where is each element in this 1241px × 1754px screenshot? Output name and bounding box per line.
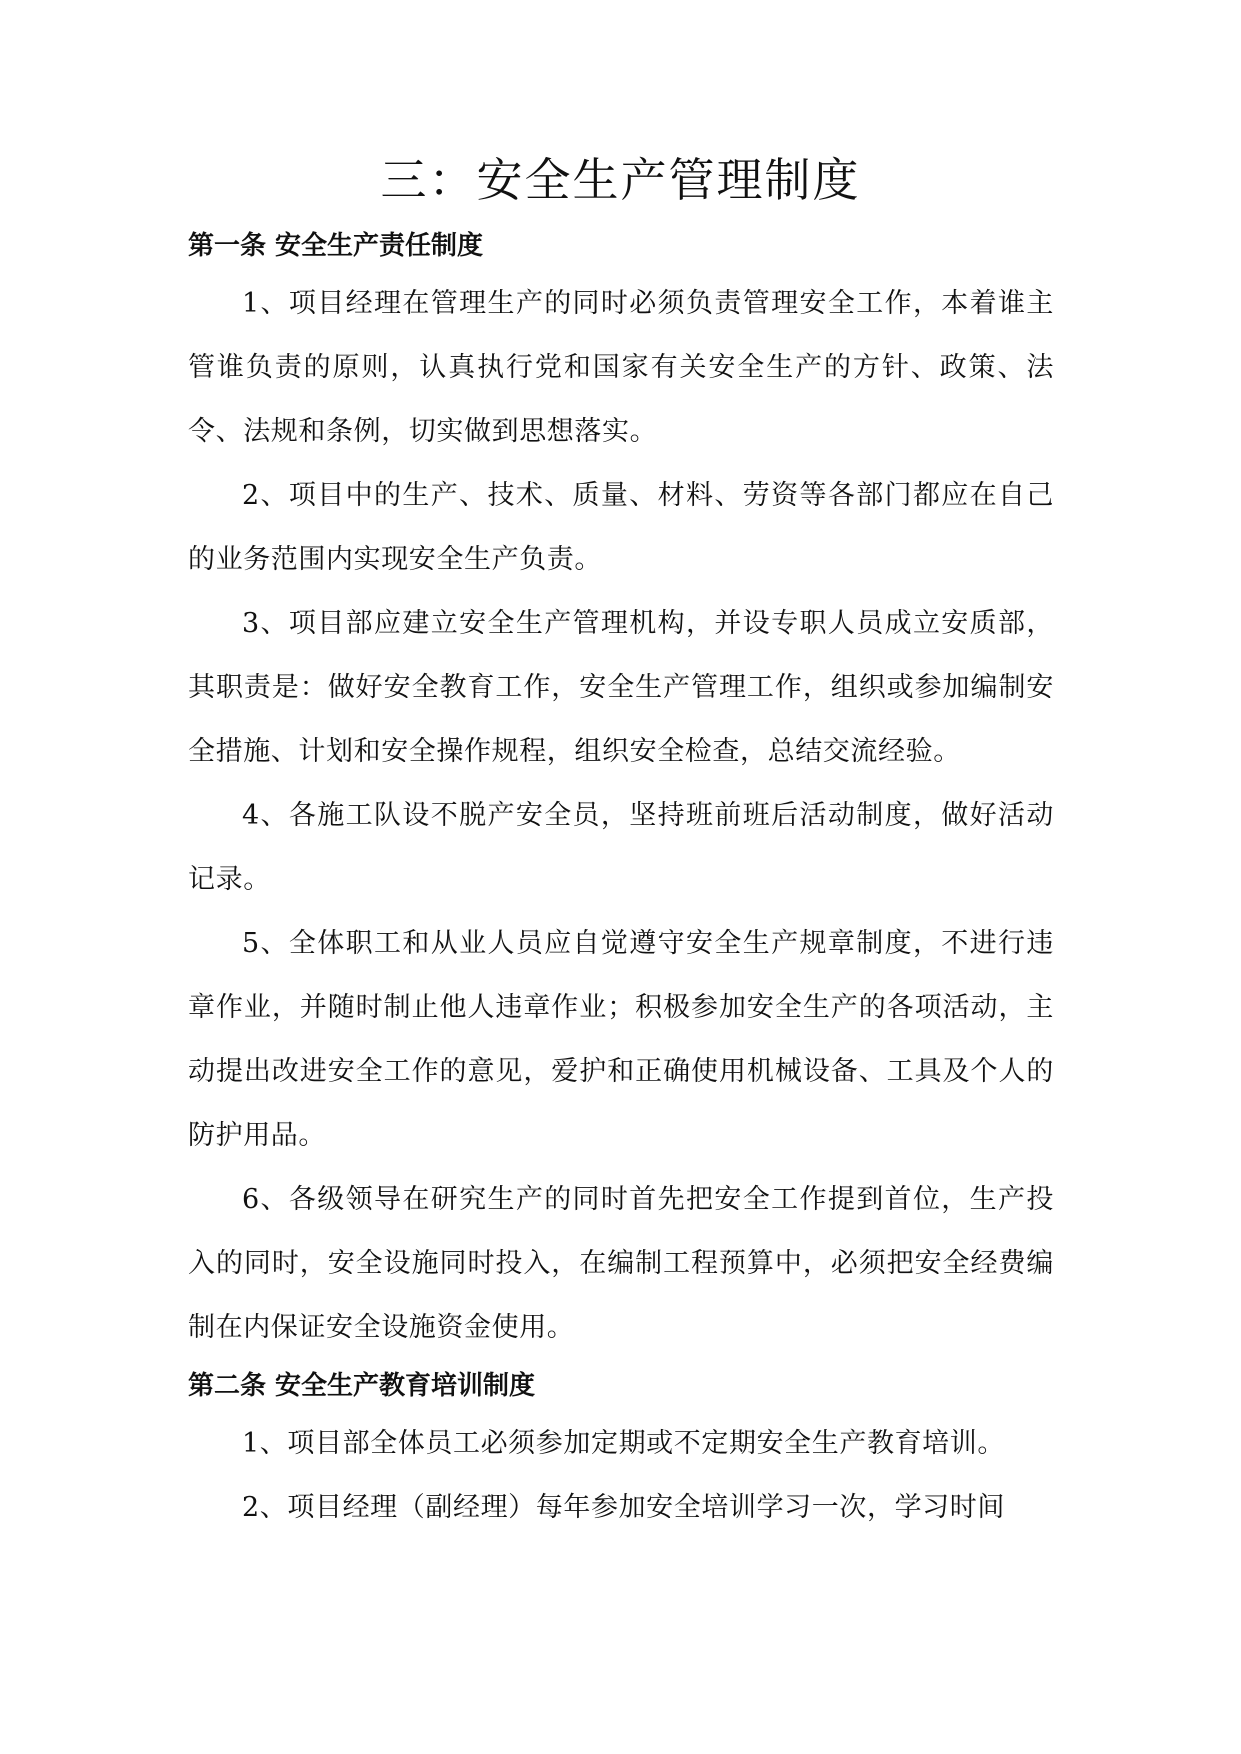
section-1 — [188, 220, 1054, 1360]
paragraph: 2、项目中的生产、技术、质量、材料、劳资等各部门都应在自己的业务范围内实现安全生产负责。 — [188, 480, 1054, 575]
paragraph: 1、项目经理在管理生产的同时必须负责管理安全工作，本着谁主管谁负责的原则，认真执行党和国家有关安全生产的方针、政策、法令、法规和条例，切实做到思想落实。 — [188, 288, 1054, 447]
paragraph: 6、各级领导在研究生产的同时首先把安全工作提到首位，生产投入的同时，安全设施同时投入，在编制工程预算中，必须把安全经费编制在内保证安全设施资金使用。 — [188, 1184, 1054, 1343]
paragraph: 2、项目经理（副经理）每年参加安全培训学习一次，学习时间 — [242, 1492, 1005, 1523]
paragraph: 3、项目部应建立安全生产管理机构，并设专职人员成立安质部，其职责是：做好安全教育工作，安全生产管理工作，组织或参加编制安全措施、计划和安全操作规程，组织安全检查，总结交流经验。 — [188, 608, 1054, 767]
document-title: 三：安全生产管理制度 — [380, 153, 861, 207]
paragraph: 4、各施工队设不脱产安全员，坚持班前班后活动制度，做好活动记录。 — [188, 800, 1054, 895]
section-2 — [188, 1360, 1054, 1540]
section-heading: 第二条 安全生产教育培训制度 — [188, 1371, 536, 1401]
paragraph: 1、项目部全体员工必须参加定期或不定期安全生产教育培训。 — [242, 1428, 1005, 1459]
paragraph: 5、全体职工和从业人员应自觉遵守安全生产规章制度，不进行违章作业，并随时制止他人违章作业；积极参加安全生产的各项活动，主动提出改进安全工作的意见，爱护和正确使用机械设备、工具及个人的防护用品。 — [188, 928, 1054, 1151]
section-heading: 第一条 安全生产责任制度 — [188, 231, 484, 261]
document-body — [188, 220, 1054, 1540]
